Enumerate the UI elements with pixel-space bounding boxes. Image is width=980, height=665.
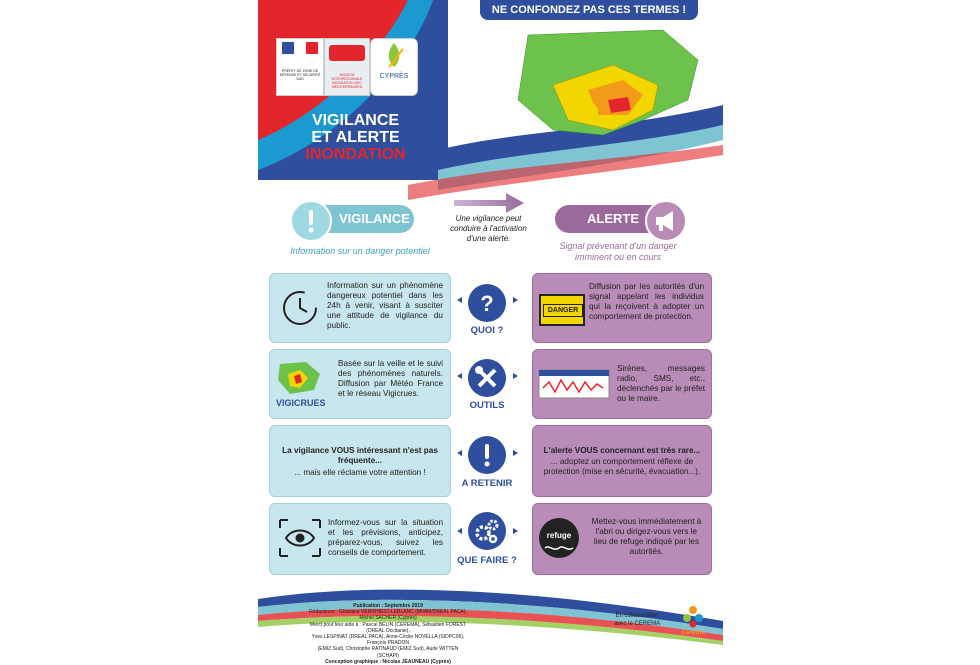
prefet-logo-caption: PRÉFET DE ZONE DE DÉFENSE ET SÉCURITÉ SUD: [279, 69, 321, 81]
row-quoi-alerte-text: Diffusion par les autorités d'un signal appelant les individus qui la reçoivent à adopter un comportement de protection.: [589, 282, 704, 321]
arrow-left-icon: [457, 450, 462, 456]
row-outils-alerte-card: [532, 349, 712, 419]
vigilance-subtitle: Information sur un danger potentiel: [290, 246, 430, 256]
mission-logo-caption: MISSION INTERRÉGIONALE INONDATION ARC MÉDITERRANÉEN: [331, 73, 363, 89]
arrow-left-icon: [457, 297, 462, 303]
alerte-subtitle: Signal prévenant d'un danger imminent ou en cours: [559, 241, 677, 262]
row-quoi-vigilance-text: Information sur un phénomène dangereux potentiel dans les 24h à venir, visant à susciter une attitude de vigilance du public.: [327, 281, 443, 330]
row-faire-alerte-card: [532, 503, 712, 575]
row-outils-vigilance-text: Basée sur la veille et le suivi des phénomènes naturels. Diffusion par Météo France et le réseau Vigicrues.: [338, 359, 443, 398]
danger-sign-text: DANGER: [543, 304, 583, 317]
exclamation-icon: [290, 200, 332, 242]
row-faire-vigilance-card: [269, 503, 451, 575]
prefet-logo: [276, 38, 324, 96]
title-line2: ET ALERTE: [311, 129, 400, 146]
row-outils-label: OUTILS: [469, 400, 505, 411]
alert-message-screen-icon: [539, 370, 609, 398]
middle-note: Une vigilance peut conduire à l'activation d'une alerte.: [450, 214, 527, 243]
footer-credit-line: (EMIZ Sud), Christophe RATINAUD (EMIZ Sud), Aude WITTEN (SCHAPI): [317, 646, 459, 659]
arrow-right-icon: [513, 297, 518, 303]
footer-credit-line: Yves LESPINAT (DREAL PACA), Anne-Cécile NOVELLA (SIDPC06), François PRADON: [311, 634, 465, 647]
row-retenir-label: A RETENIR: [461, 478, 513, 489]
cypres-logo: [370, 38, 418, 96]
cypres-tree-icon: [383, 43, 405, 67]
arrow-right-icon: [513, 450, 518, 456]
row-quoi-vigilance-card: [269, 273, 451, 343]
refuge-icon-label: refuge: [546, 531, 572, 540]
row-retenir-alerte-text: ... adoptez un comportement réflexe de protection (mise en sécurité, évacuation...).: [543, 457, 701, 476]
row-quoi-alerte-card: [532, 273, 712, 343]
cerema-logo-text: Cerema: [681, 629, 705, 636]
vigilance-label: VIGILANCE: [339, 211, 410, 226]
row-faire-label: QUE FAIRE ?: [457, 555, 517, 566]
footer-credit-line: Michel SACHER (Cyprès): [359, 615, 417, 622]
question-icon: [468, 284, 506, 322]
eye-icon: [278, 518, 322, 558]
danger-sign: [539, 294, 585, 326]
megaphone-icon: [645, 200, 687, 242]
footer-credit-line: Conception graphique : Nicolas JEAUNEAU (Cyprès): [325, 658, 451, 665]
row-faire-alerte-text: Mettez-vous immédiatement à l'abri ou dirigez-vous vers le lieu de refuge indiqué par les autorités.: [591, 517, 702, 556]
arrow-left-icon: [457, 528, 462, 534]
arrow-right-icon: [513, 528, 518, 534]
row-retenir-vigilance-card: [269, 425, 451, 497]
collab-text: En collaboration avec le CEREMA: [613, 613, 661, 627]
vigicrues-logo: VIGICRUES: [276, 398, 326, 408]
tools-icon: [468, 359, 506, 397]
title-line3: INONDATION: [305, 146, 406, 163]
alerte-label: ALERTE: [587, 211, 639, 226]
footer-credit-line: Publication : Septembre 2019: [353, 603, 423, 609]
row-retenir-alerte-bold: L'alerte VOUS concernant est très rare...: [543, 446, 701, 455]
row-retenir-alerte-card: [532, 425, 712, 497]
vigicrues-map-icon: [276, 360, 324, 398]
poster: [258, 0, 723, 665]
footer-credit-line: Rédacteurs : Ghislaine VERRHIEST-LEBLANC (MIIAM/DREAL PACA),: [309, 609, 467, 616]
alerte-pill: [555, 205, 679, 233]
cypres-logo-label: CYPRÈS: [379, 73, 409, 80]
cerema-logo-icon: [678, 604, 708, 628]
gears-icon: [468, 512, 506, 550]
row-retenir-vigilance-text: ... mais elle réclame votre attention !: [294, 468, 426, 477]
arrow-right-icon: [513, 373, 518, 379]
row-outils-alerte-text: Sirènes, messages radio, SMS, etc., déclenchés par le préfet ou le maire.: [617, 364, 705, 403]
arrow-left-icon: [457, 373, 462, 379]
row-faire-vigilance-text: Informez-vous sur la situation et les prévisions, anticipez, préparez-vous, suivez les conseils de comportement.: [328, 518, 443, 557]
clock-icon: [278, 286, 322, 330]
title-line1: VIGILANCE: [311, 112, 400, 129]
footer-credit-line: Merci pour leur aide à : Pascal BELIN (CEREMA), Sébastien FOREST (DREAL Occitanie),: [309, 621, 467, 634]
row-outils-vigilance-card: [269, 349, 451, 419]
footer-credits: [308, 603, 468, 665]
page-title: [268, 112, 443, 163]
vigilance-map: [513, 30, 718, 140]
banner: NE CONFONDEZ PAS CES TERMES !: [480, 0, 698, 20]
right-arrow-icon: [454, 193, 524, 213]
mission-inondation-logo: [324, 38, 370, 96]
svg-text:?: ?: [480, 291, 494, 316]
row-quoi-label: QUOI ?: [470, 325, 504, 336]
vigilance-pill: [296, 205, 414, 233]
refuge-icon: [539, 518, 579, 558]
row-retenir-vigilance-bold: La vigilance VOUS intéressant n'est pas fréquente...: [282, 446, 438, 465]
exclamation-icon: [468, 436, 506, 474]
